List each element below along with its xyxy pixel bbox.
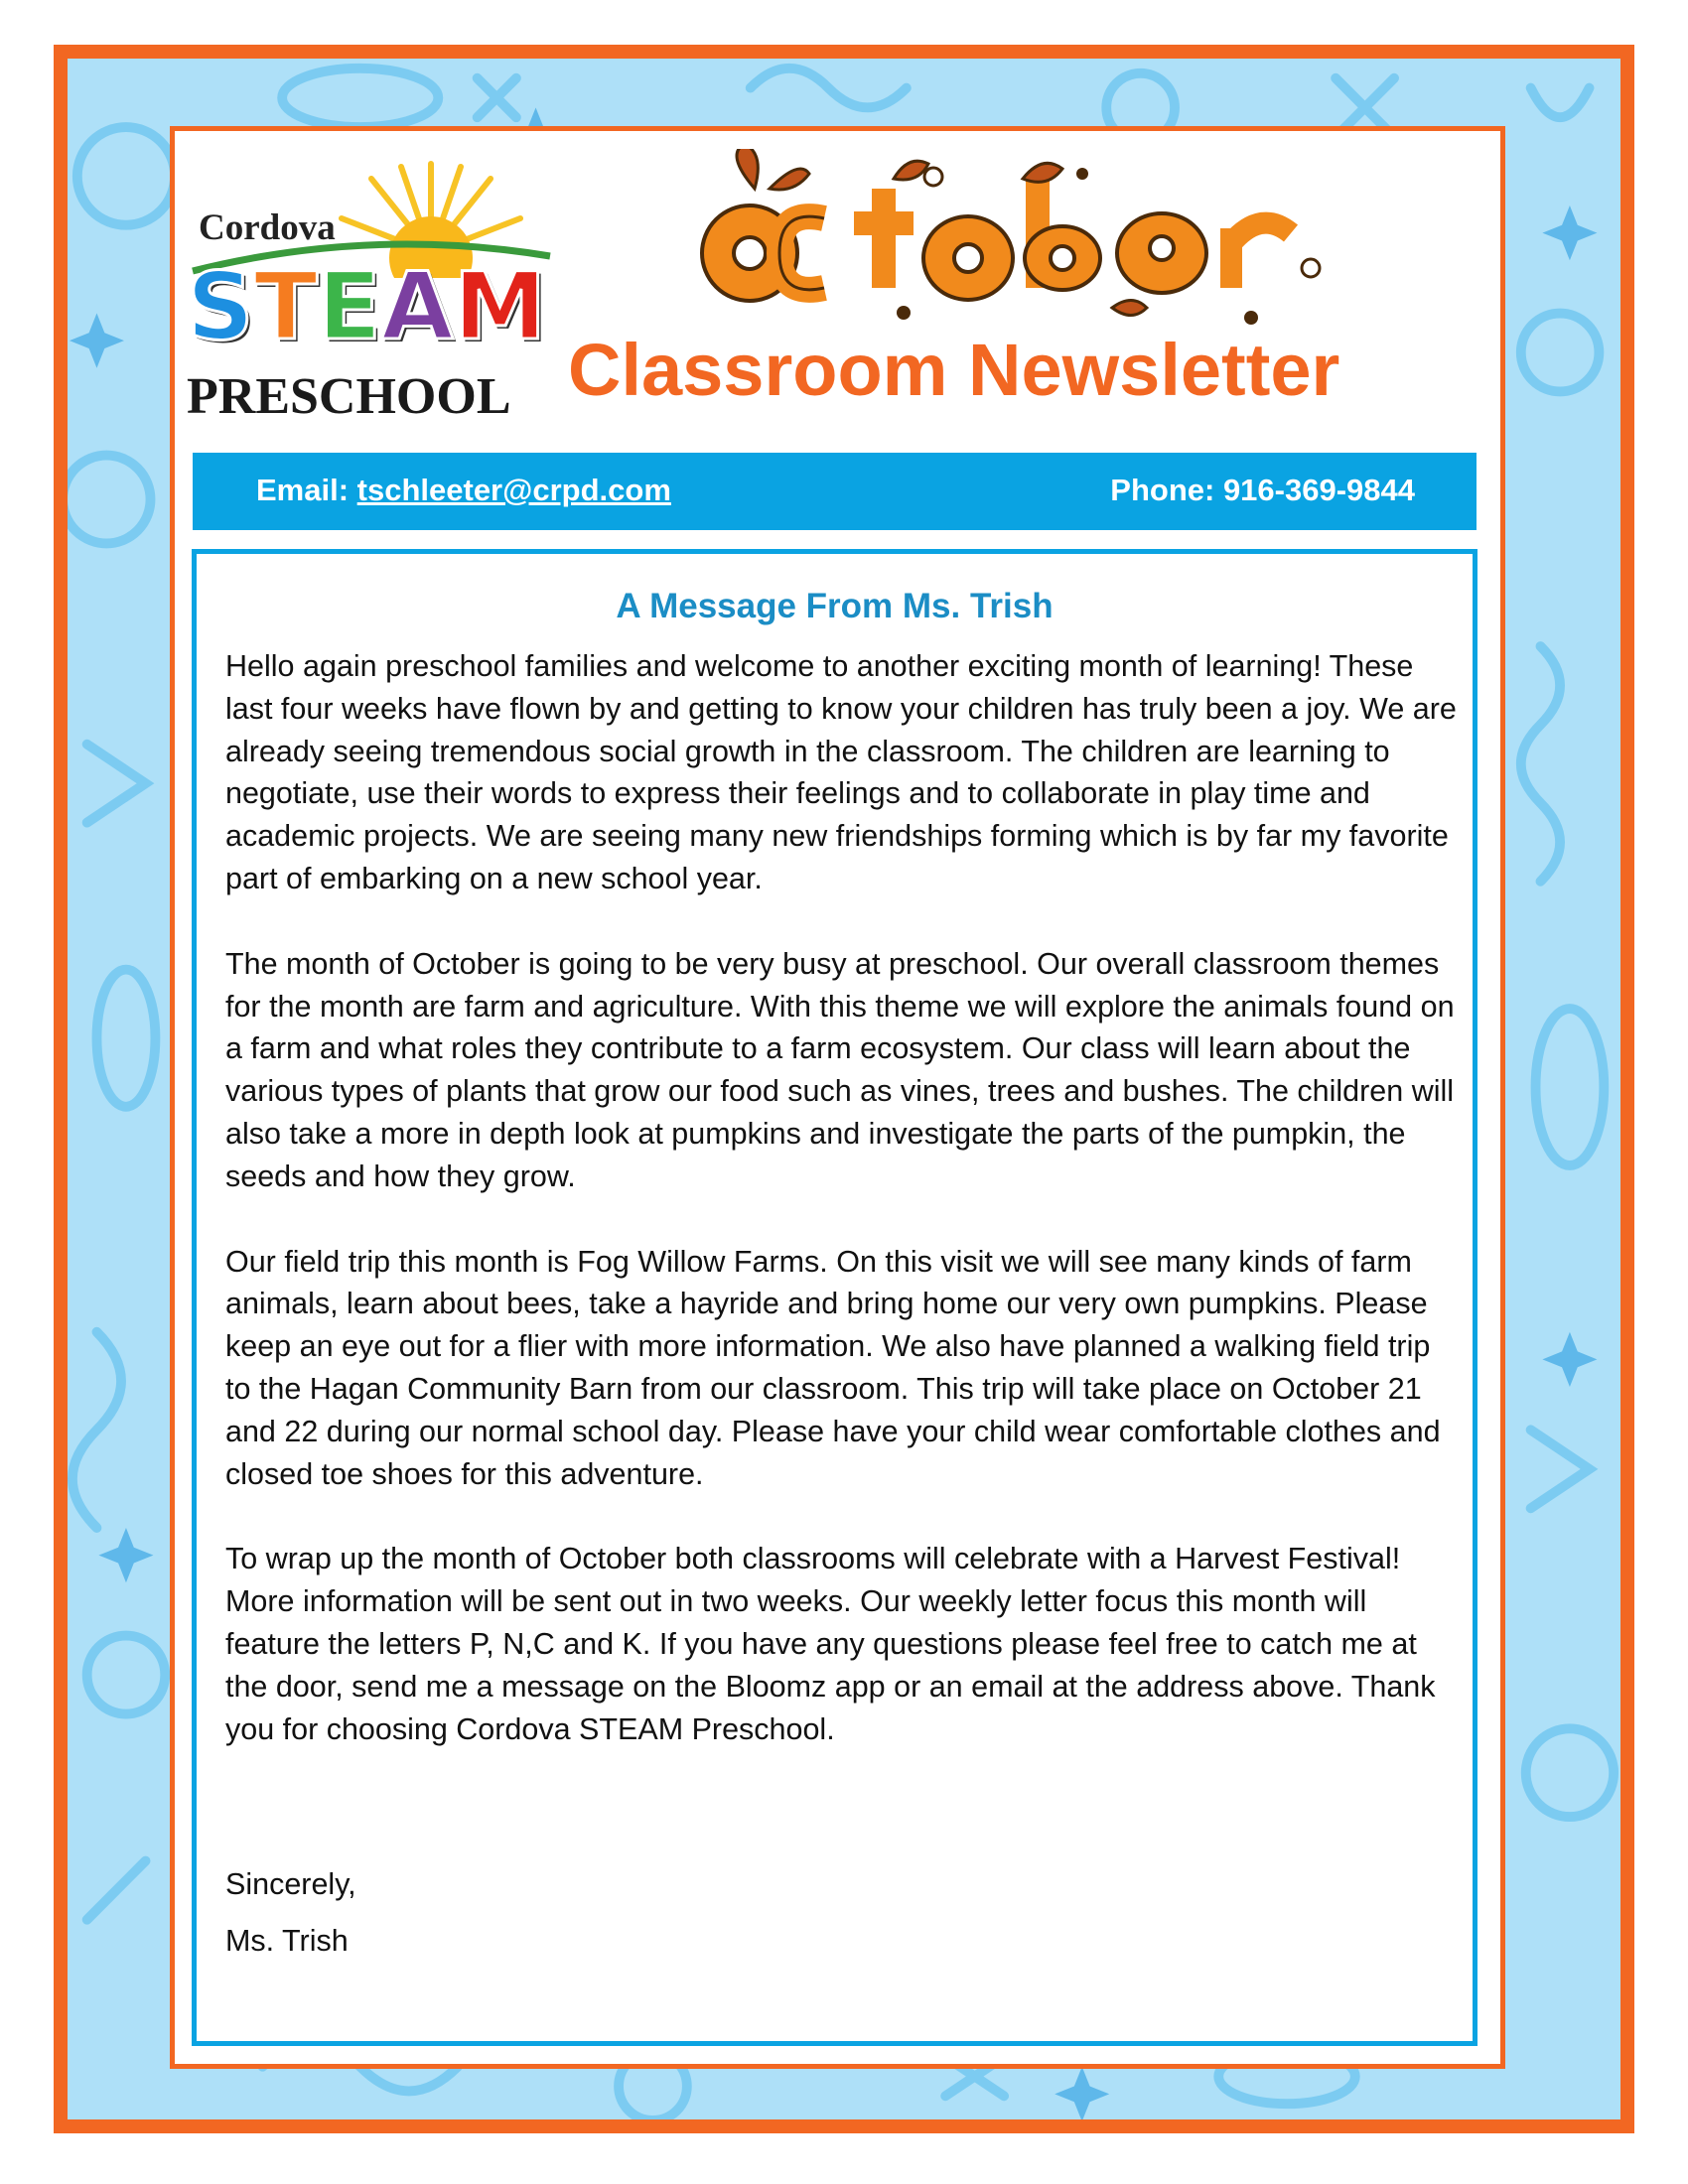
- closing-text: Sincerely,: [225, 1867, 356, 1901]
- cordova-steam-preschool-logo: [183, 159, 560, 425]
- logo-steam-letters: [187, 253, 547, 361]
- logo-letter: E: [317, 253, 382, 361]
- message-paragraph: Hello again preschool families and welcome to another exciting month of learning! These last four weeks have flown by and getting to know your children has truly been a joy. We are already seeing tremendous social growth in the classroom. The children are learning to negotiate, use their words to express their feelings and to collaborate in play time and academic projects. We are seeing many new friendships forming which is by far my favorite part of embarking on a new school year.: [225, 649, 1457, 895]
- logo-letter: T: [253, 253, 318, 361]
- message-box: [192, 549, 1477, 2046]
- message-body: [225, 645, 1457, 1793]
- message-paragraph: Our field trip this month is Fog Willow Farms. On this visit we will see many kinds of farm animals, learn about bees, take a hayride and bring home our very own pumpkins. Please keep an eye out for a flier with more information. We also have planned a walking field trip to the Hagan Community Barn from our classroom. This trip will take place on October 21 and 22 during our normal school day. Please have your child wear comfortable clothes and closed toe shoes for this adventure.: [225, 1244, 1441, 1491]
- message-paragraph: The month of October is going to be very busy at preschool. Our overall classroom themes for the month are farm and agriculture. With this theme we will explore the animals found on a farm and what roles they contribute to a farm ecosystem. Our class will learn about the various types of plants that grow our food such as vines, trees and bushes. The children will also take a more in depth look at pumpkins and investigate the parts of the pumpkin, the seeds and how they grow.: [225, 946, 1455, 1193]
- contact-email: [256, 473, 671, 508]
- signature-text: Ms. Trish: [225, 1924, 349, 1958]
- october-lettering-art: [695, 149, 1331, 328]
- message-paragraph: To wrap up the month of October both classrooms will celebrate with a Harvest Festival! More information will be sent out in two weeks. Our weekly letter focus this month will feature the letters P, N,C and K. If you have any questions please feel free to catch me at the door, send me a message on the Bloomz app or an email at the address above. Thank you for choosing Cordova STEAM Preschool.: [225, 1542, 1436, 1746]
- newsletter-title: Classroom Newsletter: [568, 329, 1340, 411]
- email-link[interactable]: tschleeter@crpd.com: [356, 473, 671, 507]
- logo-letter: S: [187, 253, 254, 361]
- logo-letter: M: [453, 253, 547, 361]
- logo-letter: A: [381, 253, 454, 361]
- message-heading: A Message From Ms. Trish: [616, 587, 1054, 625]
- logo-cordova-text: Cordova: [199, 207, 336, 248]
- logo-preschool-text: PRESCHOOL: [187, 368, 511, 425]
- email-label: Email:: [256, 473, 357, 507]
- contact-bar: [193, 453, 1477, 530]
- contact-phone: Phone: 916-369-9844: [1110, 473, 1415, 507]
